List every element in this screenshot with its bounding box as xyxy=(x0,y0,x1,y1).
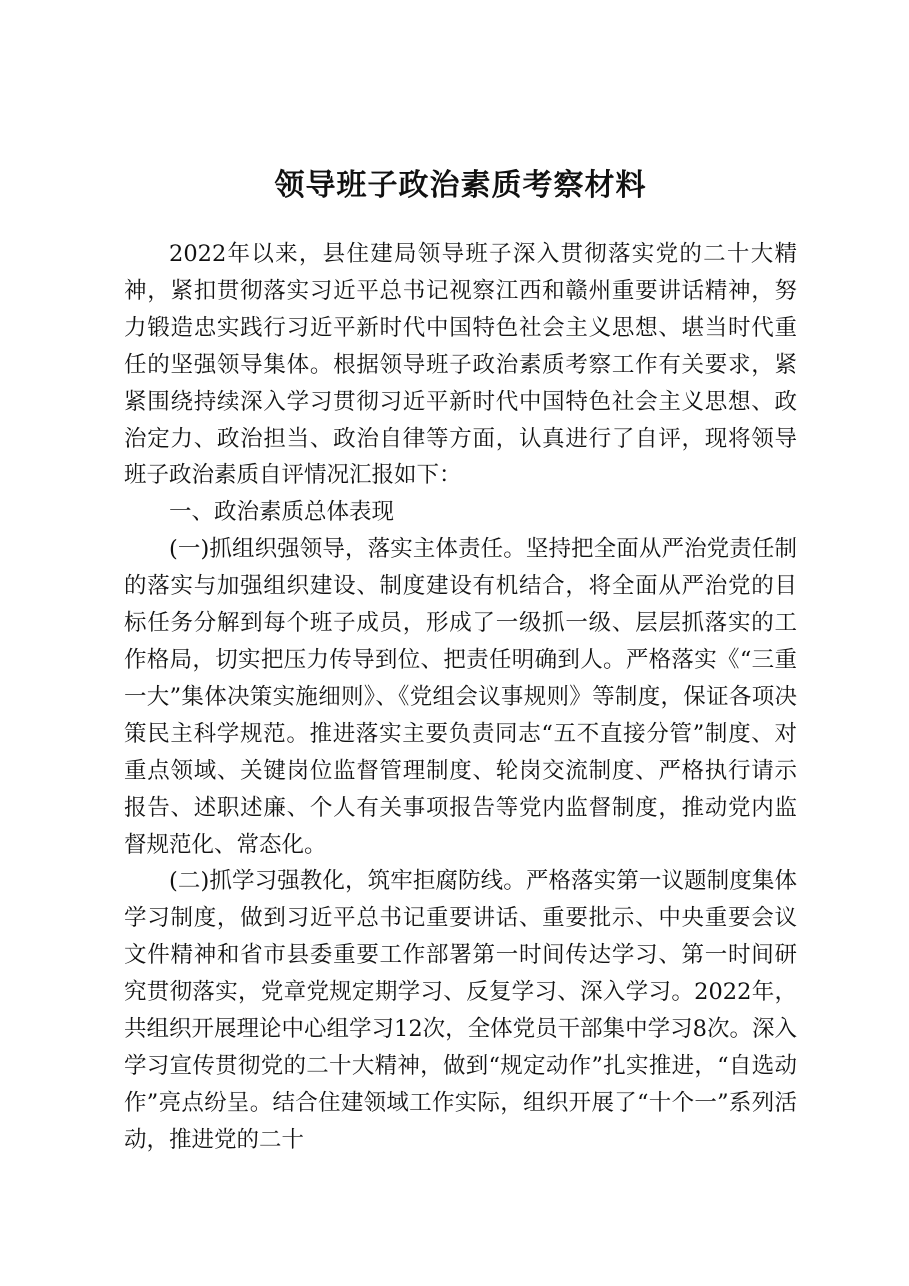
intro-paragraph: 2022年以来，县住建局领导班子深入贯彻落实党的二十大精神，紧扣贯彻落实习近平总书记视察江西和赣州重要讲话精神，努力锻造忠实践行习近平新时代中国特色社会主义思想、堪当时代重任的坚强领导集体。根据领导班子政治素质考察工作有关要求，紧紧围绕持续深入学习贯彻习近平新时代中国特色社会主义思想、政治定力、政治担当、政治自律等方面，认真进行了自评，现将领导班子政治素质自评情况汇报如下： xyxy=(124,241,797,489)
section-heading-1: 一、政治素质总体表现 xyxy=(169,499,395,526)
subsection-paragraph-2: (二)抓学习强教化，筑牢拒腐防线。严格落实第一议题制度集体学习制度，做到习近平总书记重要讲话、重要批示、中央重要会议文件精神和省市县委重要工作部署第一时间传达学习、第一时间研究贯彻落实，党章党规定期学习、反复学习、深入学习。2022年，共组织开展理论中心组学习12次，全体党员干部集中学习8次。深入学习宣传贯彻党的二十大精神，做到“规定动作”扎实推进，“自选动作”亮点纷呈。结合住建领域工作实际，组织开展了“十个一”系列活动，推进党的二十 xyxy=(124,868,797,1153)
subsection-paragraph-1: (一)抓组织强领导，落实主体责任。坚持把全面从严治党责任制的落实与加强组织建设、制度建设有机结合，将全面从严治党的目标任务分解到每个班子成员，形成了一级抓一级、层层抓落实的工作格局，切实把压力传导到位、把责任明确到人。严格落实《“三重一大”集体决策实施细则》、《党组会议事规则》等制度，保证各项决策民主科学规范。推进落实主要负责同志“五不直接分管”制度、对重点领域、关键岗位监督管理制度、轮岗交流制度、严格执行请示报告、述职述廉、个人有关事项报告等党内监督制度，推动党内监督规范化、常态化。 xyxy=(124,536,797,858)
document-title: 领导班子政治素质考察材料 xyxy=(274,168,647,203)
document-body xyxy=(124,236,797,1159)
